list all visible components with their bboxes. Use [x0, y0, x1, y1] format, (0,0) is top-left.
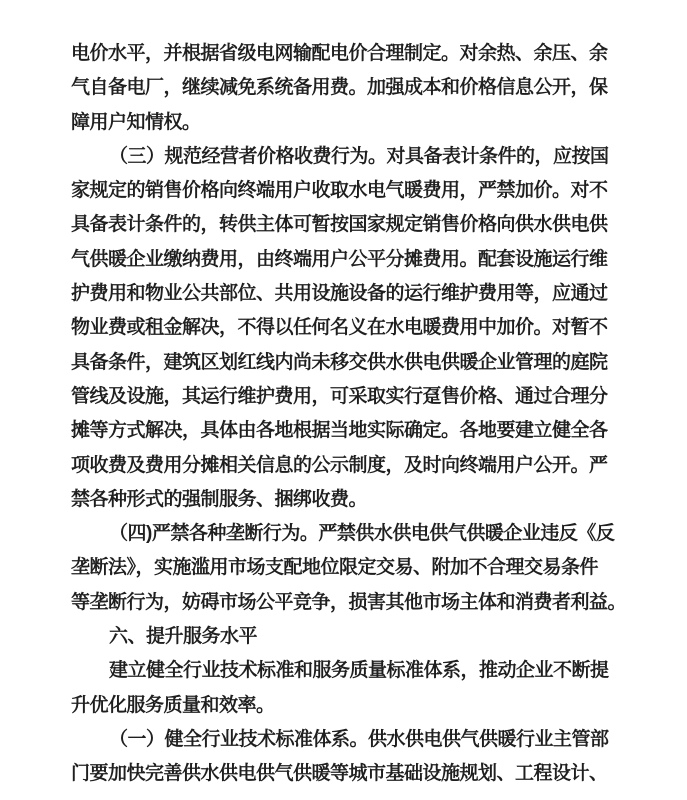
text-line: 六、提升服务水平 [109, 626, 258, 648]
text-line: 垄断法》，实施滥用市场支配地位限定交易、附加不合理交易条件 [71, 557, 599, 579]
text-line: （三）规范经营者价格收费行为。对具备表计条件的，应按国 [109, 145, 609, 167]
text-line: 具备表计条件的，转供主体可暂按国家规定销售价格向供水供电供 [71, 214, 608, 236]
text-line: 电价水平，并根据省级电网输配电价合理制定。对余热、余压、余 [71, 43, 608, 64]
text-line: 管线及设施，其运行维护费用，可采取实行趸售价格、通过合理分 [71, 385, 608, 407]
text-line: 气自备电厂，继续减免系统备用费。加强成本和价格信息公开，保 [71, 77, 608, 99]
text-line: 等垄断行为，妨碍市场公平竞争，损害其他市场主体和消费者利益。 [71, 591, 627, 613]
text-line: 家规定的销售价格向终端用户收取水电气暖费用，严禁加价。对不 [71, 180, 608, 202]
text-line: 气供暖企业缴纳费用，由终端用户公平分摊费用。配套设施运行维 [71, 248, 608, 270]
text-line: 摊等方式解决，具体由各地根据当地实际确定。各地要建立健全各 [71, 420, 608, 442]
text-block [71, 37, 627, 792]
text-line: 障用户知情权。 [71, 111, 201, 133]
text-line: （四)严禁各种垄断行为。严禁供水供电供气供暖企业违反《反 [109, 523, 615, 545]
text-line: 建立健全行业技术标准和服务质量标准体系，推动企业不断提 [109, 660, 609, 682]
text-line: （一）健全行业技术标准体系。供水供电供气供暖行业主管部 [109, 728, 609, 750]
text-line: 物业费或租金解决，不得以任何名义在水电暖费用中加价。对暂不 [71, 317, 608, 339]
text-line: 禁各种形式的强制服务、捆绑收费。 [71, 488, 368, 510]
text-line: 项收费及费用分摊相关信息的公示制度，及时向终端用户公开。严 [71, 454, 608, 476]
text-line: 门要加快完善供水供电供气供暖等城市基础设施规划、工程设计、 [71, 763, 608, 785]
text-line: 升优化服务质量和效率。 [71, 694, 275, 716]
text-line: 具备条件，建筑区划红线内尚未移交供水供电供暖企业管理的庭院 [71, 351, 608, 373]
text-line: 护费用和物业公共部位、共用设施设备的运行维护费用等，应通过 [71, 283, 608, 305]
